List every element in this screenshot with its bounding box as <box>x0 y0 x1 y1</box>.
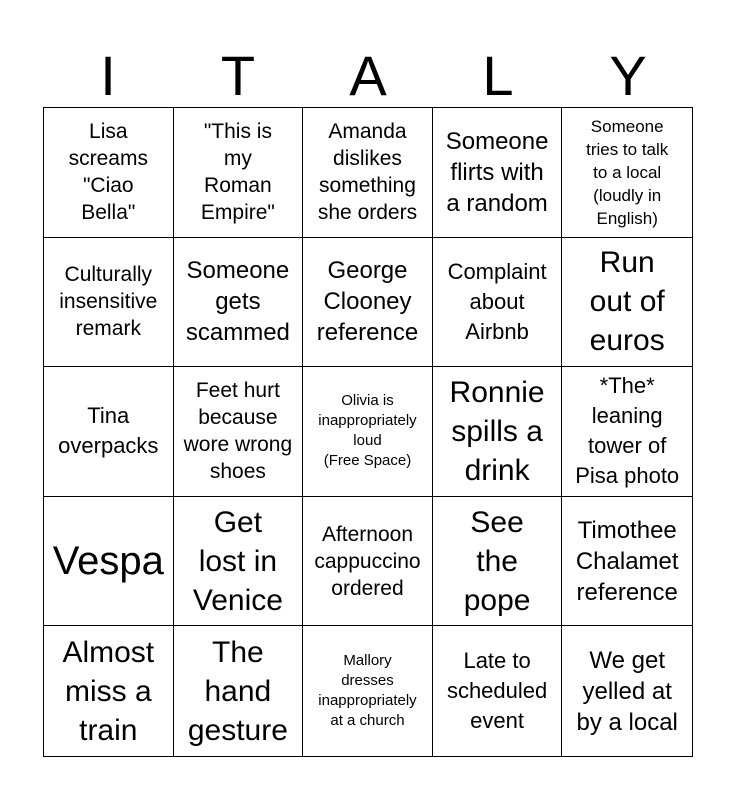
bingo-cell-text: Complaint about Airbnb <box>447 258 547 344</box>
header-letter-a: A <box>349 44 387 107</box>
bingo-cell[interactable] <box>174 238 304 368</box>
bingo-cell-text: Feet hurt because wore wrong shoes <box>183 379 293 484</box>
bingo-cell[interactable] <box>562 626 692 756</box>
bingo-cell-text: Culturally insensitive remark <box>59 263 158 341</box>
bingo-board <box>43 107 693 757</box>
bingo-cell[interactable] <box>44 367 174 497</box>
bingo-cell-text: "This is my Roman Empire" <box>200 120 275 225</box>
free-space-text: Olivia is inappropriately loud (Free Space) <box>318 392 417 470</box>
bingo-cell[interactable] <box>433 238 563 368</box>
bingo-cell-text: Run out of euros <box>589 246 665 358</box>
bingo-cell[interactable] <box>433 108 563 238</box>
bingo-cell[interactable] <box>174 497 304 627</box>
header-letter-i: I <box>100 44 116 107</box>
bingo-cell-text: Amanda dislikes something she orders <box>317 120 418 225</box>
bingo-cell[interactable] <box>174 367 304 497</box>
bingo-cell[interactable] <box>562 238 692 368</box>
header-letter-l: L <box>482 44 514 107</box>
bingo-cell[interactable] <box>433 497 563 627</box>
bingo-cell[interactable] <box>303 108 433 238</box>
bingo-cell-text: Someone tries to talk to a local (loudly in English) <box>586 116 669 228</box>
bingo-cell-text: George Clooney reference <box>316 257 419 347</box>
bingo-cell-text: Tina overpacks <box>58 403 159 459</box>
bingo-cell[interactable] <box>174 626 304 756</box>
bingo-cell[interactable] <box>44 238 174 368</box>
bingo-cell[interactable] <box>303 626 433 756</box>
bingo-cell[interactable] <box>44 626 174 756</box>
bingo-cell-text: Mallory dresses inappropriately at a church <box>318 652 417 730</box>
bingo-cell-text: The hand gesture <box>187 635 288 747</box>
free-space-cell[interactable] <box>303 367 433 497</box>
bingo-cell[interactable] <box>44 108 174 238</box>
bingo-cell[interactable] <box>562 108 692 238</box>
bingo-cell-text: Someone flirts with a random <box>445 127 549 217</box>
bingo-cell-text: See the pope <box>463 505 531 617</box>
bingo-cell-text: Late to scheduled event <box>446 648 548 734</box>
header-letter-t: T <box>220 44 256 107</box>
bingo-cell[interactable] <box>303 238 433 368</box>
bingo-cell[interactable] <box>303 497 433 627</box>
bingo-header <box>43 44 693 108</box>
bingo-cell[interactable] <box>433 367 563 497</box>
bingo-cell-text: Lisa screams "Ciao Bella" <box>68 120 148 225</box>
bingo-cell-text: Almost miss a train <box>62 635 155 747</box>
bingo-cell-text: Vespa <box>52 539 164 584</box>
bingo-cell[interactable] <box>562 497 692 627</box>
bingo-cell-text: Someone gets scammed <box>185 257 290 347</box>
header-letter-y: Y <box>609 44 647 107</box>
bingo-cell[interactable] <box>174 108 304 238</box>
bingo-cell-text: We get yelled at by a local <box>576 646 678 736</box>
bingo-cell[interactable] <box>562 367 692 497</box>
bingo-cell[interactable] <box>433 626 563 756</box>
bingo-cell-text: Ronnie spills a drink <box>449 375 545 487</box>
bingo-cell[interactable] <box>44 497 174 627</box>
bingo-cell-text: Get lost in Venice <box>192 505 283 617</box>
bingo-cell-text: *The* leaning tower of Pisa photo <box>575 373 680 489</box>
bingo-cell-text: Afternoon cappuccino ordered <box>314 522 421 600</box>
bingo-cell-text: Timothee Chalamet reference <box>575 516 679 606</box>
